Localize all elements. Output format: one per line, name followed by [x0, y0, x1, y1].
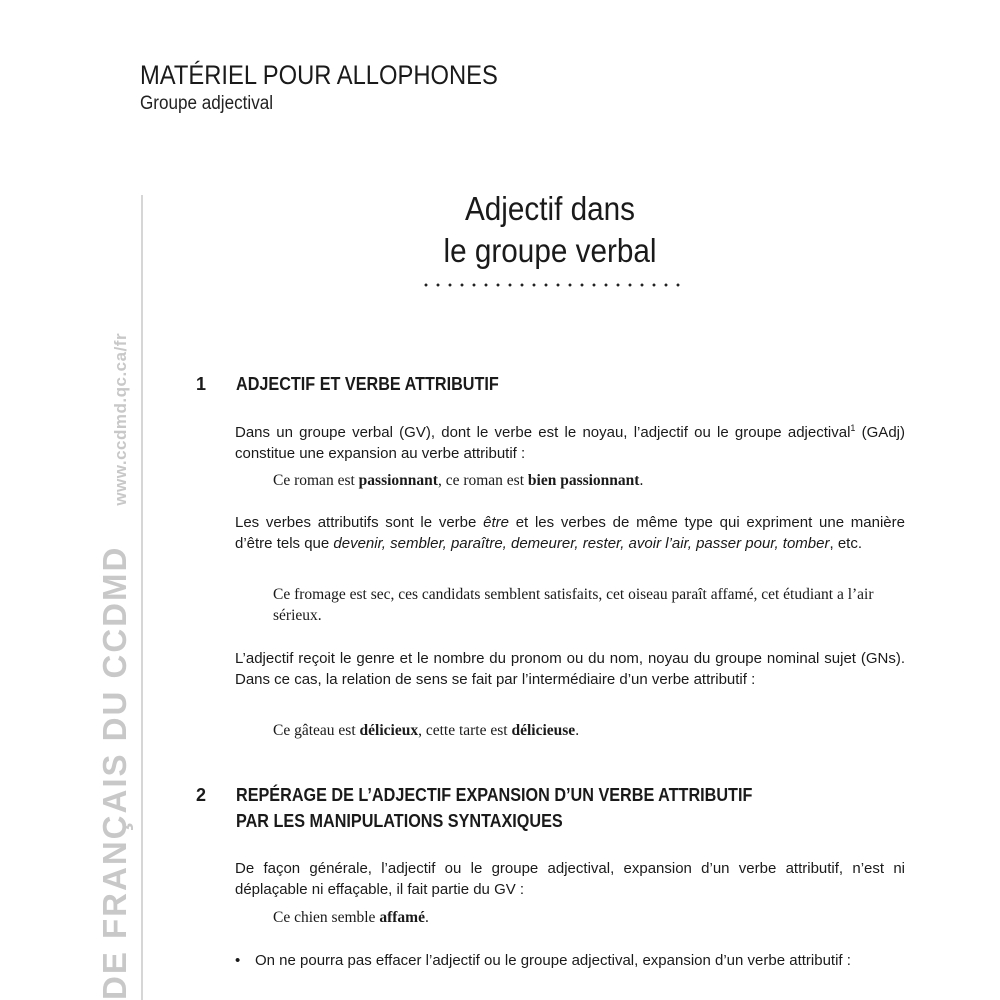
page-title-line2: le groupe verbal — [443, 232, 657, 269]
bold-adjective: délicieuse — [511, 722, 576, 739]
bullet-text: On ne pourra pas effacer l’adjectif ou le groupe adjectival, expansion d’un verbe attributif : — [255, 952, 851, 969]
text-run: Ce gâteau est — [273, 722, 360, 739]
section-1-number: 1 — [196, 374, 207, 394]
section-2-bullet-1 — [235, 950, 905, 971]
text-run: . — [424, 909, 429, 926]
text-run: (GAdj) constitue une expansion au verbe attributif : — [235, 424, 905, 462]
side-publisher: DE FRANÇAIS DU CCDMD — [96, 545, 133, 1000]
header-subtitle: Groupe adjectival — [140, 93, 274, 114]
page-title-line1: Adjectif dans — [464, 190, 636, 227]
italic-text: être — [483, 514, 509, 531]
bullet-dot: • — [235, 952, 241, 969]
section-1-example-3 — [273, 720, 905, 741]
section-2-title-line2: PAR LES MANIPULATIONS SYNTAXIQUES — [236, 811, 563, 831]
italic-text: devenir, sembler, paraître, demeurer, rester, avoir l’air, passer pour, tomber — [333, 535, 830, 552]
text-run: , cette tarte est — [418, 722, 512, 739]
bold-adjective: bien passionnant — [527, 472, 640, 489]
text-run: , etc. — [829, 535, 862, 552]
page-title — [406, 188, 694, 272]
section-1-paragraph-1 — [235, 418, 905, 464]
section-1-paragraph-3: L’adjectif reçoit le genre et le nombre du pronom ou du nom, noyau du groupe nominal sujet (GNs). Dans ce cas, la relation de sens se fait par l’intermédiaire d’un verbe attributif : — [235, 650, 905, 688]
side-divider — [141, 195, 143, 1000]
text-run: et les verbes de même type qui expriment une manière d’être tels que — [235, 514, 905, 552]
section-1-example-2: Ce fromage est sec, ces candidats semblent satisfaits, cet oiseau paraît affamé, cet étudiant a l’air sérieux. — [273, 586, 874, 624]
text-run: Dans un groupe verbal (GV), dont le verbe est le noyau, l’adjectif ou le groupe adjectival — [235, 424, 851, 441]
section-2-example-1 — [273, 907, 905, 928]
bold-adjective: passionnant — [358, 472, 438, 489]
footnote-ref: 1 — [850, 423, 856, 433]
section-2-title-line1: REPÉRAGE DE L’ADJECTIF EXPANSION D’UN VERBE ATTRIBUTIF — [236, 785, 753, 805]
section-2-paragraph-1: De façon générale, l’adjectif ou le groupe adjectival, expansion d’un verbe attributif, n’est ni déplaçable ni effaçable, il fait partie du GV : — [235, 860, 905, 898]
text-run: Ce chien semble — [273, 909, 380, 926]
section-2-number: 2 — [196, 785, 207, 805]
text-run: , ce roman est — [437, 472, 528, 489]
side-url: www.ccdmd.qc.ca/fr — [111, 332, 130, 506]
text-run: Les verbes attributifs sont le verbe — [235, 514, 484, 531]
text-run: Ce roman est — [273, 472, 359, 489]
text-run: . — [575, 722, 580, 739]
section-1-title: ADJECTIF ET VERBE ATTRIBUTIF — [236, 374, 499, 394]
header-title: MATÉRIEL POUR ALLOPHONES — [140, 60, 498, 90]
title-dotted-rule — [420, 283, 680, 287]
section-1-paragraph-2 — [235, 512, 905, 554]
section-1-example-1 — [273, 470, 905, 491]
bold-adjective: délicieux — [359, 722, 419, 739]
side-publisher-banner — [96, 333, 134, 1000]
text-run: . — [639, 472, 644, 489]
bold-adjective: affamé — [379, 909, 425, 926]
